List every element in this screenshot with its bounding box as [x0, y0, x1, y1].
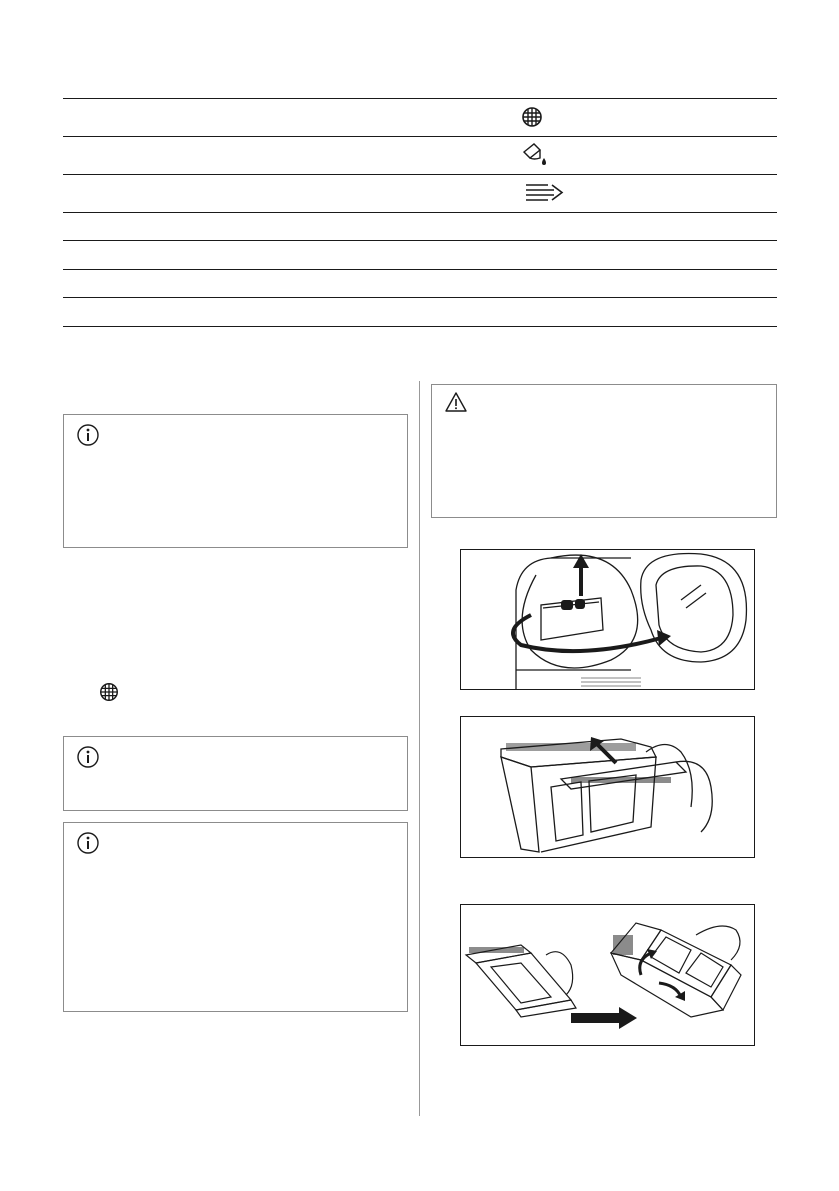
table-rule [63, 297, 777, 298]
info-icon [76, 831, 100, 855]
water-container-icon [520, 140, 552, 168]
table-rule [63, 240, 777, 241]
table-rule [63, 326, 777, 327]
airflow-arrow-icon [520, 180, 564, 206]
info-icon [76, 745, 100, 769]
info-icon [76, 423, 100, 447]
table-rule [63, 98, 777, 99]
info-box [63, 736, 408, 811]
filter-grid-icon [98, 681, 120, 703]
column-divider [419, 381, 420, 1116]
warning-triangle-icon [444, 391, 468, 413]
open-filter-illustration [460, 716, 755, 858]
clean-filter-illustration [460, 904, 755, 1046]
filter-grid-icon [520, 105, 544, 129]
table-rule [63, 136, 777, 137]
info-box [63, 822, 408, 1012]
table-rule [63, 174, 777, 175]
warning-box [431, 384, 777, 518]
table-rule [63, 269, 777, 270]
table-rule [63, 212, 777, 213]
remove-filter-illustration [460, 549, 755, 690]
info-box [63, 414, 408, 548]
